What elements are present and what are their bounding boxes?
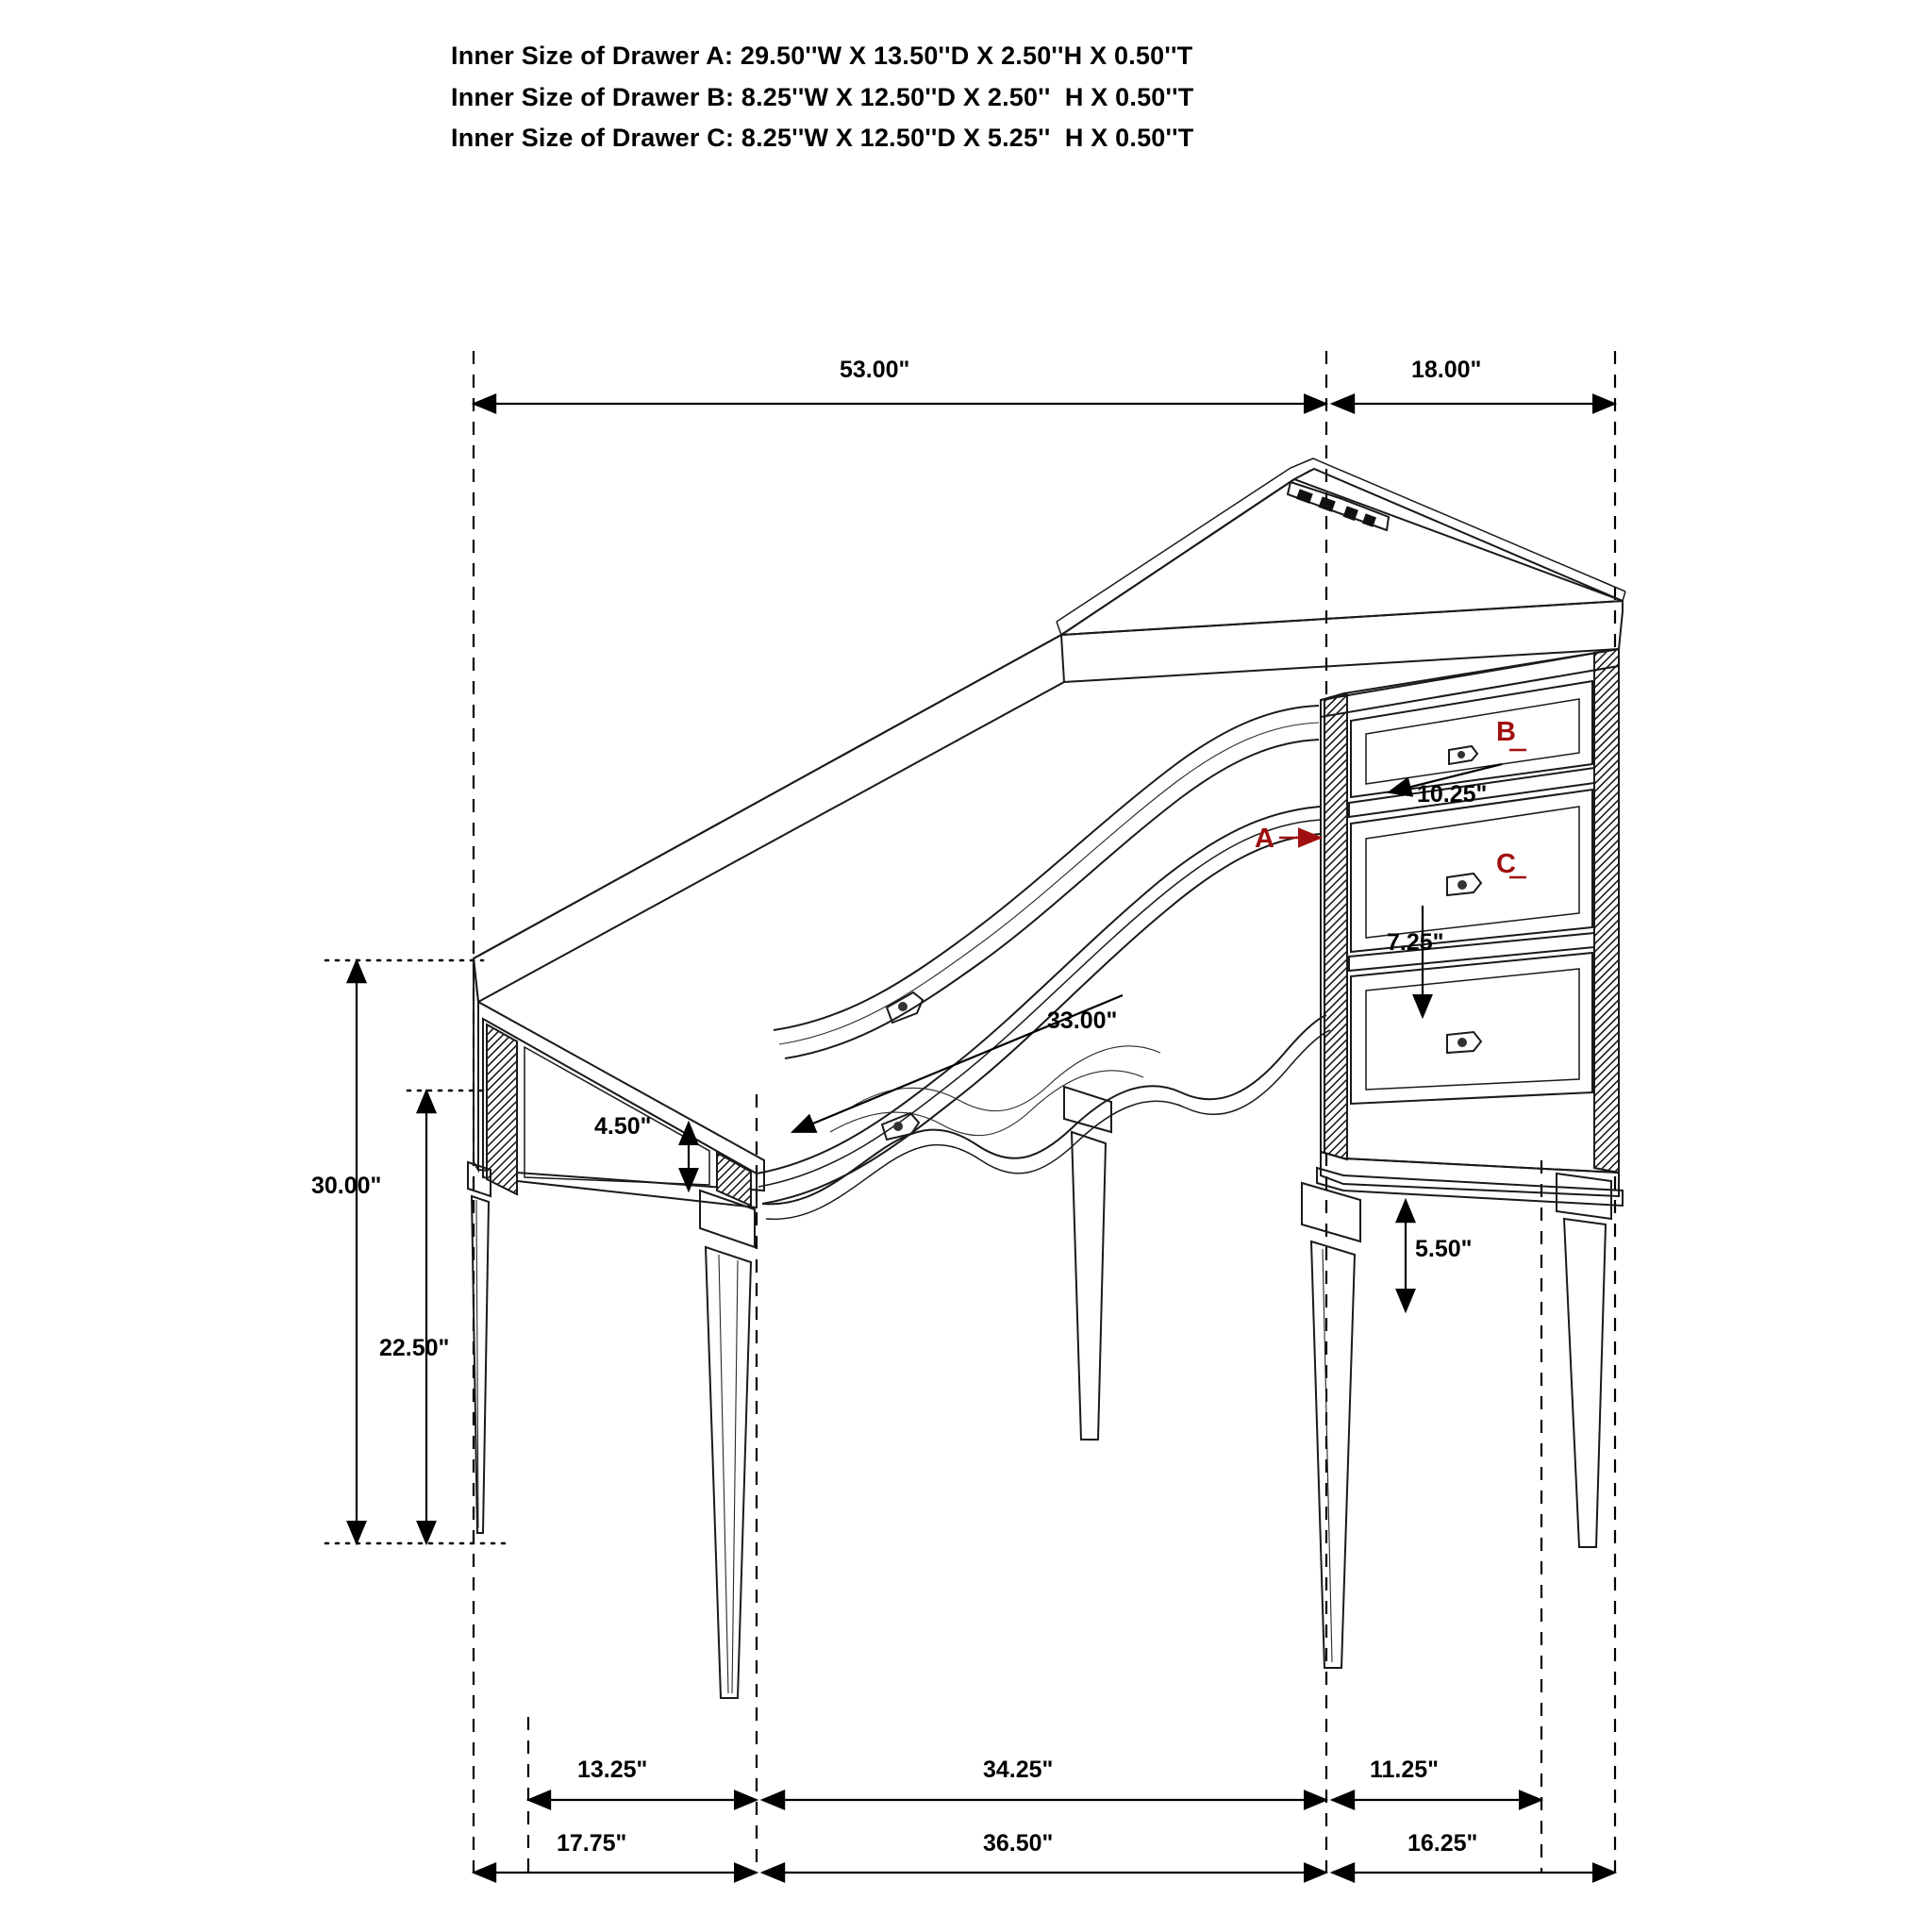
dim-leg-height: 22.50"	[379, 1335, 450, 1361]
dim-base-left-span: 17.75"	[557, 1830, 627, 1857]
dim-drawer-b-depth: 10.25"	[1417, 781, 1488, 808]
dim-base-mid-span: 36.50"	[983, 1830, 1054, 1857]
dim-foot-left-span: 13.25"	[577, 1757, 648, 1783]
drawer-b	[1351, 681, 1592, 797]
dim-drawer-c-depth: 7.25"	[1387, 929, 1444, 956]
power-outlet	[1288, 482, 1389, 530]
dim-top-right-width: 18.00"	[1411, 357, 1482, 383]
dim-top-left-width: 53.00"	[840, 357, 910, 383]
dim-base-right-span: 16.25"	[1407, 1830, 1478, 1857]
dim-bottom-clearance: 5.50"	[1415, 1236, 1473, 1262]
spec-line-drawer-a: Inner Size of Drawer A: 29.50''W X 13.50''D X 2.50''H X 0.50''T	[451, 42, 1193, 70]
drawer-label-b: B	[1496, 717, 1516, 747]
drawer-label-c: C	[1496, 849, 1516, 879]
drawer-label-a: A	[1255, 824, 1274, 854]
dim-total-height: 30.00"	[311, 1173, 382, 1199]
dim-foot-right-span: 11.25"	[1370, 1757, 1440, 1783]
spec-line-drawer-b: Inner Size of Drawer B: 8.25''W X 12.50''D X 2.50'' H X 0.50''T	[451, 82, 1194, 111]
dim-knee-clearance: 33.00"	[1047, 1008, 1118, 1034]
drawer-c	[1351, 790, 1592, 952]
dim-apron-height: 4.50"	[594, 1113, 652, 1140]
dim-foot-mid-span: 34.25"	[983, 1757, 1054, 1783]
drawer-bottom	[1351, 953, 1592, 1104]
spec-line-drawer-c: Inner Size of Drawer C: 8.25''W X 12.50''D X 5.25'' H X 0.50''T	[451, 124, 1194, 153]
